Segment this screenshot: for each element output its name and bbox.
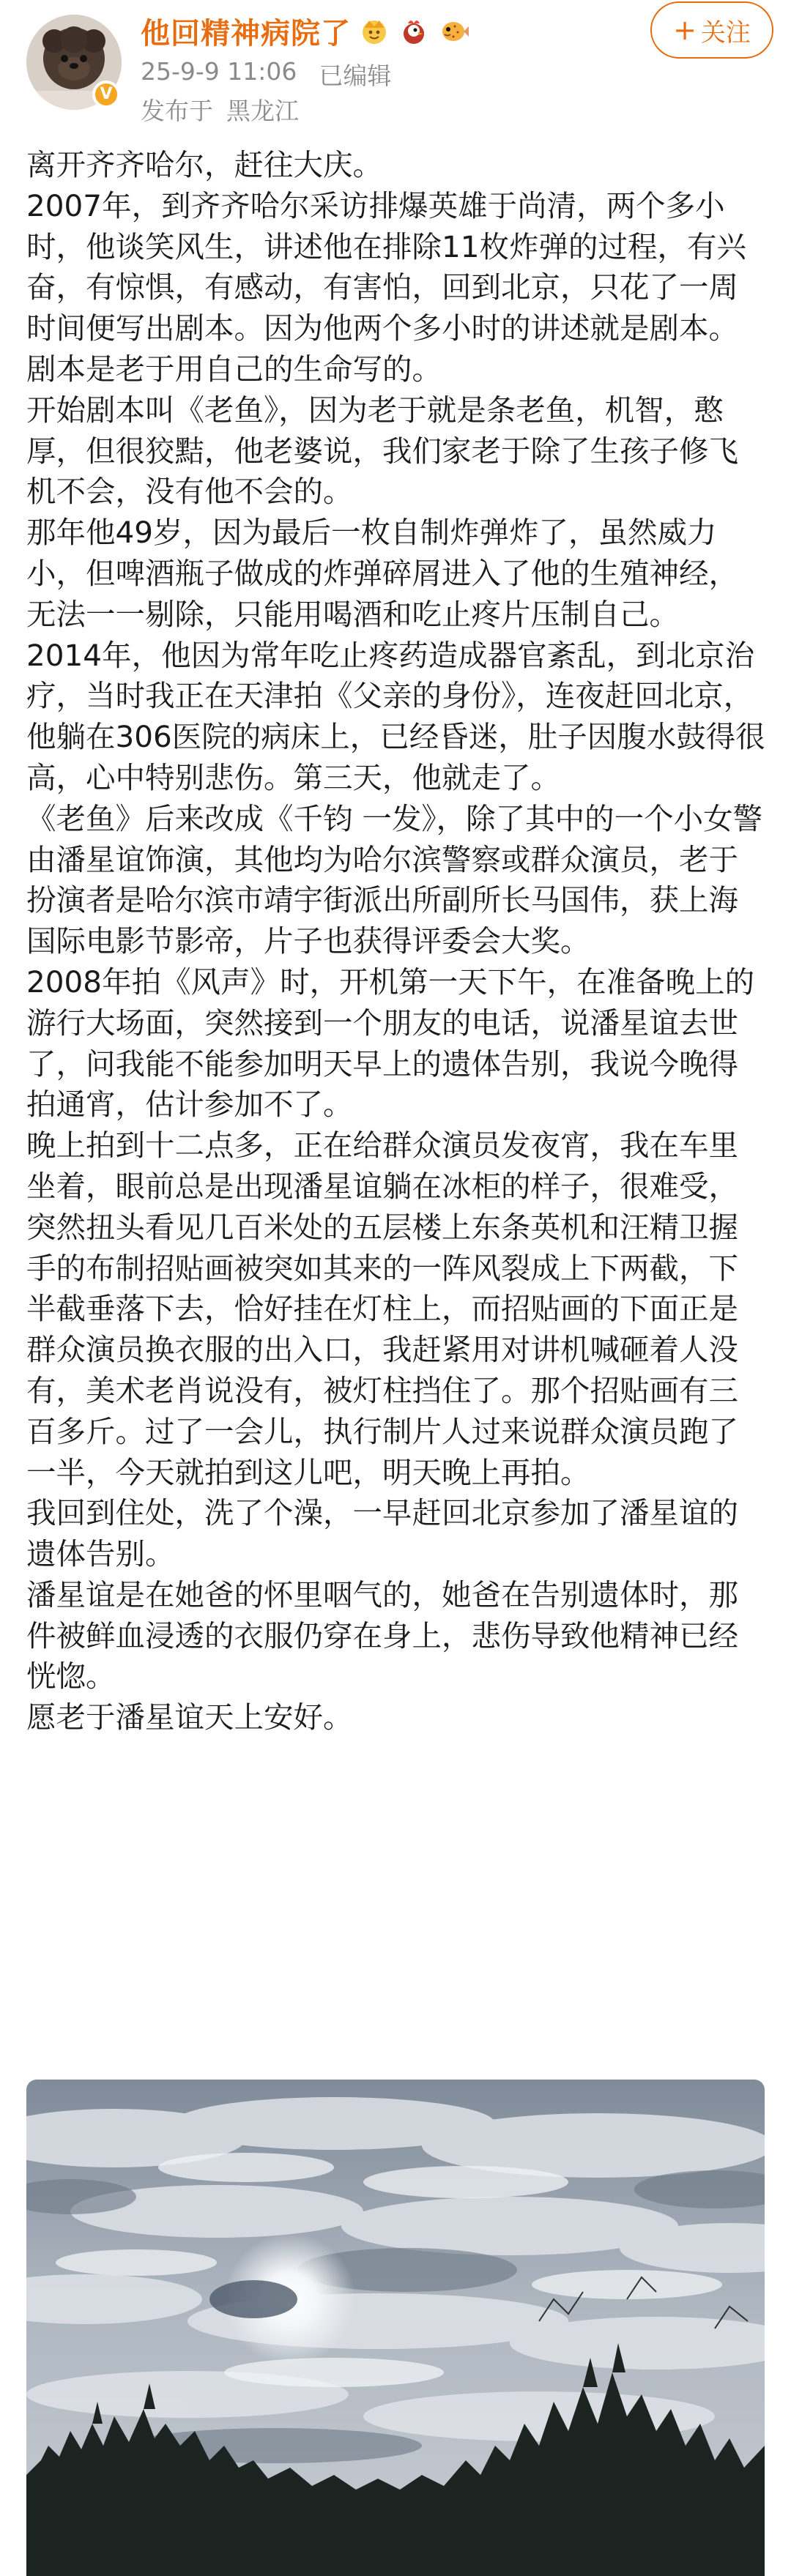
post-paragraph: 2008年拍《风声》时，开机第一天下午，在准备晚上的游行大场面，突然接到一个朋友的电话，说潘星谊去世了，问我能不能参加明天早上的遗体告别，我说今晚得拍通宵，估计参加不了。	[26, 964, 755, 1123]
post-paragraph: 2007年，到齐齐哈尔采访排爆英雄于尚清，两个多小时，他谈笑风生，讲述他在排除11枚炸弹的过程，有兴奋，有惊惧，有感动，有害怕，回到北京，只花了一周时间便写出剧本。因为他两个多小时的讲述就是剧本。剧本是老于用自己的生命写的。	[26, 187, 747, 387]
post-paragraph: 那年他49岁，因为最后一枚自制炸弹炸了，虽然威力小，但啤酒瓶子做成的炸弹碎屑进入了他的生殖神经，无法一一剔除，只能用喝酒和吃止疼片压制自己。	[26, 515, 738, 632]
verified-badge-icon: V	[92, 81, 120, 108]
post-content	[26, 145, 766, 1738]
follow-button[interactable]	[650, 1, 773, 59]
pufferfish-icon	[437, 15, 469, 47]
post-paragraph: 晚上拍到十二点多，正在给群众演员发夜宵，我在车里坐着，眼前总是出现潘星谊躺在冰柜的样子，很难受，突然扭头看见几百米处的五层楼上东条英机和汪精卫握手的布制招贴画被突如其来的一阵风裂成上下两截，下半截垂落下去，恰好挂在灯柱上，而招贴画的下面正是群众演员换衣服的出入口，我赶紧用对讲机喊砸着人没有，美术老肖说没有，被灯柱挡住了。那个招贴画有三百多斤。过了一会儿，执行制片人过来说群众演员跑了一半，今天就拍到这儿吧，明天晚上再拍。	[26, 1128, 738, 1490]
post-header	[0, 0, 791, 143]
plus-icon: +	[673, 14, 697, 46]
avatar[interactable]	[26, 15, 122, 110]
post-location	[141, 92, 299, 127]
post-paragraph: 《老鱼》后来改成《千钧 一发》，除了其中的一个小女警由潘星谊饰演，其他均为哈尔滨警察或群众演员，老于扮演者是哈尔滨市靖宇街派出所副所长马国伟，获上海国际电影节影帝，片子也获得评委会大奖。	[26, 800, 763, 959]
rooster-icon	[398, 15, 430, 47]
post-paragraph: 开始剧本叫《老鱼》，因为老于就是条老鱼，机智，憨厚，但很狡黠，他老婆说，我们家老于除了生孩子修飞机不会，没有他不会的。	[26, 392, 738, 510]
crown-badge-icon	[358, 15, 390, 47]
cloudy-sky-with-pine-trees-image[interactable]	[26, 2080, 765, 2576]
post-paragraph: 愿老于潘星谊天上安好。	[26, 1700, 353, 1735]
post-time: 25-9-9 11:06	[141, 57, 297, 86]
post-paragraph: 2014年，他因为常年吃止疼药造成器官紊乱，到北京治疗，当时我正在天津拍《父亲的身份》，连夜赶回北京，他躺在306医院的病床上，已经昏迷，肚子因腹水鼓得很高，心中特别悲伤。第三天，他就走了。	[26, 637, 765, 795]
name-row	[141, 10, 469, 51]
post-meta	[141, 57, 391, 92]
location-name: 黑龙江	[226, 97, 299, 125]
username[interactable]: 他回精神病院了	[141, 16, 351, 51]
post-paragraph: 离开齐齐哈尔，赶往大庆。	[26, 147, 382, 182]
post-paragraph: 我回到住处，洗了个澡，一早赶回北京参加了潘星谊的遗体告别。	[26, 1495, 738, 1572]
edited-label[interactable]: 已编辑	[319, 62, 392, 90]
post-paragraph: 潘星谊是在她爸的怀里咽气的，她爸在告别遗体时，那件被鲜血浸透的衣服仍穿在身上，悲伤导致他精神已经恍惚。	[26, 1577, 738, 1694]
follow-label: 关注	[700, 18, 751, 48]
location-prefix: 发布于	[141, 97, 213, 125]
